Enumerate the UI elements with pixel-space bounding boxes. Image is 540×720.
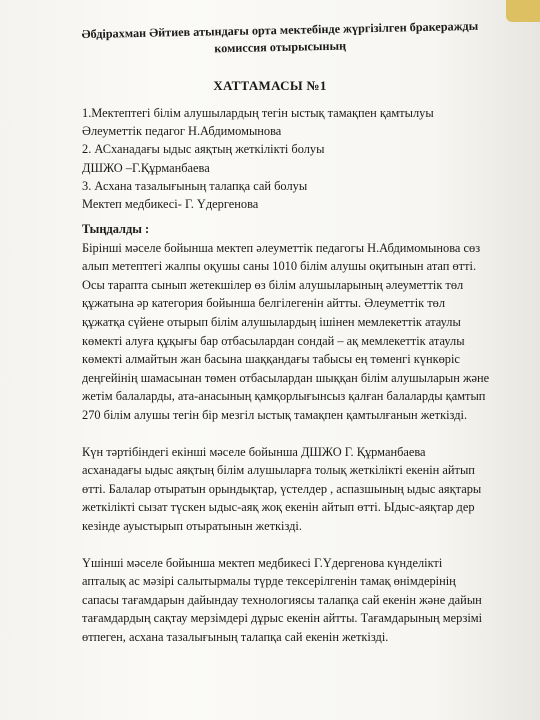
paragraph-line: 270 білім алушы тегін бір мезгіл ыстық тамақпен қамтылғанын жеткізді. — [82, 407, 468, 422]
document-title: ХАТТАМАСЫ №1 — [213, 78, 327, 93]
paragraph-line: алып метептегі жалпы оқушы саны 1010 білім алушы оқитынын атап өтті. — [82, 259, 477, 274]
paragraph-line: жетім балаларды, ата-анасының қамқорлығынсыз қалған балаларды қамтып — [82, 389, 486, 404]
paragraph-line: Осы тарапта сынып жетекшілер өз білім алушыларының әлеуметтік төл — [82, 277, 464, 292]
agenda-line: 3. Асхана тазалығының талапқа сай болуы — [82, 178, 308, 193]
paragraph-line: деңгейінің шамасынан төмен отбасылардан шыққан білім алушыларын және — [82, 370, 490, 385]
document-header — [60, 17, 501, 60]
paragraph-line: тағамдардың сақтау мерзімдері дұрыс екенін айтты. Тағамдарының мерзімі — [82, 611, 483, 626]
header-line-2: комиссия отырысының — [214, 38, 347, 56]
paragraph-line: асханадағы ыдыс аяқтың білім алушыларға толық жеткілікті екенін айтып — [82, 463, 475, 478]
paragraph-line: сапасы тағамдарын дайындау технологиясы талапқа сай екенін және дайын — [82, 592, 482, 607]
agenda-line: Мектеп медбикесі- Г. Үдергенова — [82, 197, 259, 212]
paragraph-line: жеткілікті сызат түскен ыдыс-аяқ жоқ екенін айтып өтті. Ыдыс-аяқтар дер — [82, 500, 475, 515]
paragraph-line: апталық ас мәзірі салытырмалы түрде тексерілгенін тамақ өнімдерінің — [82, 574, 456, 589]
paragraph-line: кезінде ауыстырып отыратынын жеткізді. — [82, 518, 302, 533]
paragraph-line: өтті. Балалар отыратын орындықтар, үстелдер , аспазшының ыдыс аяқтары — [82, 481, 482, 496]
paragraph-line: өтпеген, асхана тазалығының талапқа сай екенін жеткізді. — [82, 629, 389, 644]
paragraph-first — [82, 239, 502, 425]
agenda-line: 2. АСханадағы ыдыс аяқтың жеткілікті болуы — [82, 142, 325, 157]
paragraph-line: Күн тәртібіндегі екінші мәселе бойынша ДШЖО Г. Құрманбаева — [82, 444, 426, 459]
paragraph-line: Бірінші мәселе бойынша мектеп әлеуметтік педагогы Н.Абдимомынова сөз — [82, 240, 481, 255]
paragraph-third — [82, 554, 502, 647]
paragraph-line: Үшінші мәселе бойынша мектеп медбикесі Г.Үдергенова күнделікті — [82, 555, 443, 570]
folder-corner — [506, 0, 540, 22]
agenda-line: 1.Мектептегі білім алушылардың тегін ыстық тамақпен қамтылуы — [82, 106, 434, 120]
paragraph-second — [82, 443, 502, 536]
paragraph-line: көмекті алмайтын жан басына шаққандағы табысы ең төменгі күнкөріс — [82, 352, 460, 367]
agenda-line: ДШЖО –Г.Құрманбаева — [82, 160, 210, 175]
header-line-1: Әбдірахман Әйтиев атындағы орта мектебінде жүргізілген бракеражды — [81, 18, 479, 42]
agenda-line: Әлеуметтік педагог Н.Абдимомынова — [82, 124, 282, 139]
paragraph-line: көмекті алуға құқығы бар отбасылардан сондай – ақ мемлекеттік атаулы — [82, 333, 465, 348]
paragraph-line: құжатына әр категория бойынша белгілегенін айтты. Әлеуметтік төл — [82, 296, 446, 311]
paragraph-line: құжатқа сүйене отырып білім алушылардың ішінен мемлекеттік атаулы — [82, 314, 461, 329]
agenda-list — [82, 104, 512, 213]
minutes-body — [82, 220, 502, 646]
heard-label: Тыңдалды : — [82, 222, 150, 236]
